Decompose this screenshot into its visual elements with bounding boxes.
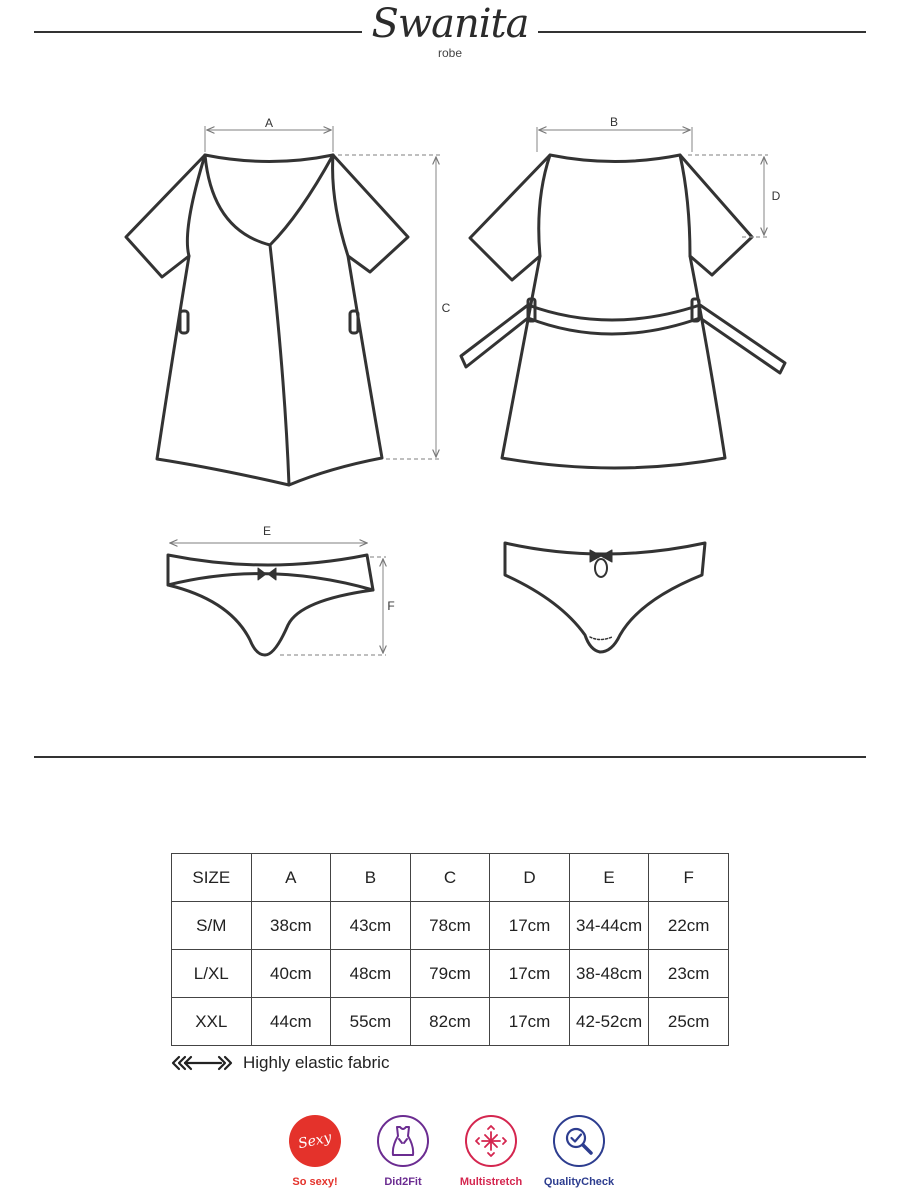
table-cell: 25cm xyxy=(649,998,729,1046)
measure-label-b: B xyxy=(609,115,619,129)
table-cell: 38cm xyxy=(251,902,331,950)
table-cell: 42-52cm xyxy=(569,998,649,1046)
measure-label-f: F xyxy=(387,599,395,613)
dress-fit-icon xyxy=(377,1115,429,1167)
table-cell: S/M xyxy=(172,902,252,950)
brand-name: Swanita xyxy=(371,1,529,47)
table-header-cell: D xyxy=(490,854,570,902)
section-divider xyxy=(34,756,866,758)
table-cell: 79cm xyxy=(410,950,490,998)
elastic-fabric-note xyxy=(171,1052,389,1074)
stretch-arrows-icon xyxy=(465,1115,517,1167)
measure-label-e: E xyxy=(262,524,272,538)
table-header-cell: E xyxy=(569,854,649,902)
badge-quality-check xyxy=(534,1115,624,1188)
badge-multistretch xyxy=(446,1115,536,1188)
robe-front-drawing xyxy=(126,155,408,485)
table-cell: 78cm xyxy=(410,902,490,950)
table-cell: 17cm xyxy=(490,998,570,1046)
double-arrow-icon xyxy=(171,1055,233,1071)
measure-label-d: D xyxy=(771,189,781,203)
table-cell: 22cm xyxy=(649,902,729,950)
brand-subtitle: robe xyxy=(437,46,463,60)
table-header-cell: B xyxy=(331,854,411,902)
table-cell: XXL xyxy=(172,998,252,1046)
table-row xyxy=(172,950,729,998)
table-row xyxy=(172,902,729,950)
brief-front-drawing xyxy=(168,555,373,655)
table-cell: 34-44cm xyxy=(569,902,649,950)
badge-caption: Did2Fit xyxy=(384,1176,422,1188)
sexy-icon xyxy=(289,1115,341,1167)
measure-label-c: C xyxy=(441,301,451,315)
table-row xyxy=(172,998,729,1046)
table-cell: 17cm xyxy=(490,950,570,998)
sexy-disk-text: Sexy xyxy=(296,1129,334,1153)
table-cell: 40cm xyxy=(251,950,331,998)
table-cell: 55cm xyxy=(331,998,411,1046)
badge-caption: Multistretch xyxy=(459,1176,523,1188)
badge-so-sexy xyxy=(270,1115,360,1188)
table-header-cell: SIZE xyxy=(172,854,252,902)
elastic-fabric-text: Highly elastic fabric xyxy=(243,1053,390,1072)
table-cell: 23cm xyxy=(649,950,729,998)
quality-check-icon xyxy=(553,1115,605,1167)
table-cell: 17cm xyxy=(490,902,570,950)
badge-caption: QualityCheck xyxy=(543,1176,615,1188)
size-table xyxy=(171,853,729,1046)
table-header-cell: A xyxy=(251,854,331,902)
table-cell: 38-48cm xyxy=(569,950,649,998)
table-header-cell: C xyxy=(410,854,490,902)
feature-badges xyxy=(270,1115,630,1195)
table-cell: 82cm xyxy=(410,998,490,1046)
table-cell: L/XL xyxy=(172,950,252,998)
table-cell: 44cm xyxy=(251,998,331,1046)
badge-did2fit xyxy=(358,1115,448,1188)
measure-label-a: A xyxy=(264,116,274,130)
table-cell: 48cm xyxy=(331,950,411,998)
brief-back-drawing xyxy=(505,543,705,652)
robe-back-drawing xyxy=(461,155,785,468)
table-cell: 43cm xyxy=(331,902,411,950)
badge-caption: So sexy! xyxy=(292,1176,338,1188)
table-header-cell: F xyxy=(649,854,729,902)
size-table-header-row xyxy=(172,854,729,902)
